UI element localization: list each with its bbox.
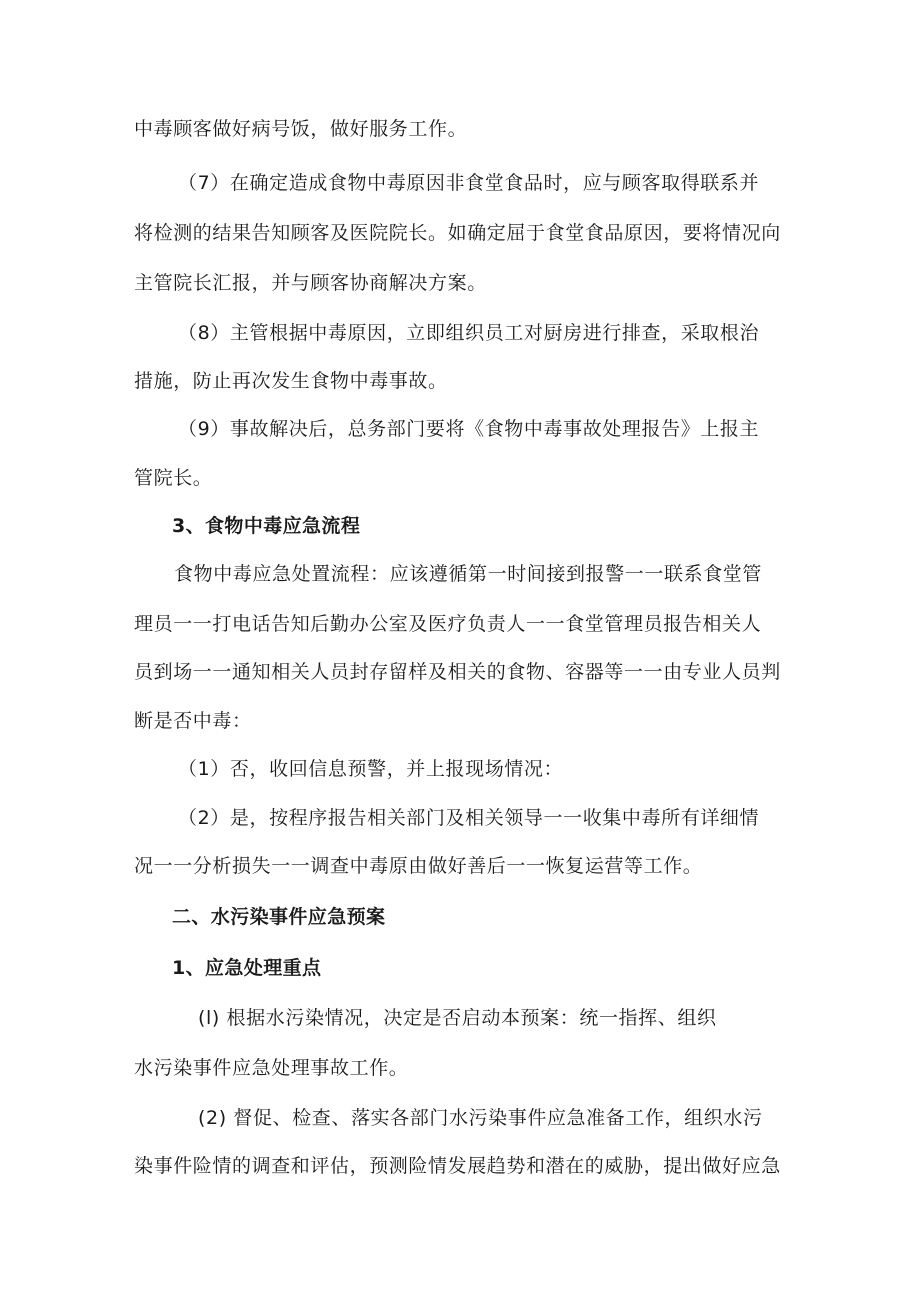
paragraph-line: 理员一一打电话告知后勤办公室及医疗负责人一一食堂管理员报告相关人 bbox=[134, 613, 762, 635]
paragraph-line: 员到场一一通知相关人员封存留样及相关的食物、容器等一一由专业人员判 bbox=[134, 661, 781, 683]
paragraph-line: (l) 根据水污染情况，决定是否启动本预案：统一指挥、组织 bbox=[198, 1007, 717, 1029]
paragraph-line: 水污染事件应急处理事故工作。 bbox=[134, 1057, 409, 1079]
paragraph-line: 管院长。 bbox=[134, 467, 213, 489]
paragraph-line: （7）在确定造成食物中毒原因非食堂食品时，应与顾客取得联系并 bbox=[178, 172, 760, 194]
paragraph-line: 将检测的结果告知顾客及医院院长。如确定屈于食堂食品原因，要将情况向 bbox=[134, 222, 781, 244]
paragraph-line: 况一一分析损失一一调查中毒原由做好善后一一恢复运营等工作。 bbox=[134, 855, 703, 877]
section-heading: 1、应急处理重点 bbox=[172, 957, 322, 979]
paragraph-line: （1）否，收回信息预警，并上报现场情况： bbox=[178, 758, 564, 780]
paragraph-line: （9）事故解决后，总务部门要将《食物中毒事故处理报告》上报主 bbox=[178, 418, 760, 440]
paragraph-line: （8）主管根据中毒原因，立即组织员工对厨房进行排查，采取根治 bbox=[178, 322, 760, 344]
paragraph-line: 主管院长汇报，并与顾客协商解决方案。 bbox=[134, 272, 487, 294]
paragraph-line: 中毒顾客做好病号饭，做好服务工作。 bbox=[134, 118, 468, 140]
paragraph-line: 断是否中毒： bbox=[134, 710, 252, 732]
paragraph-line: 措施，防止再次发生食物中毒事故。 bbox=[134, 370, 448, 392]
section-heading: 3、食物中毒应急流程 bbox=[172, 515, 361, 537]
section-heading: 二、水污染事件应急预案 bbox=[172, 906, 386, 928]
paragraph-line: 食物中毒应急处置流程：应该遵循第一时间接到报警一一联系食堂管 bbox=[174, 563, 763, 585]
paragraph-line: (2) 督促、检查、落实各部门水污染事件应急准备工作，组织水污 bbox=[198, 1107, 763, 1129]
paragraph-line: 染事件险情的调查和评估，预测险情发展趋势和潜在的威胁，提出做好应急 bbox=[134, 1155, 781, 1177]
paragraph-line: （2）是，按程序报告相关部门及相关领导一一收集中毒所有详细情 bbox=[178, 807, 760, 829]
